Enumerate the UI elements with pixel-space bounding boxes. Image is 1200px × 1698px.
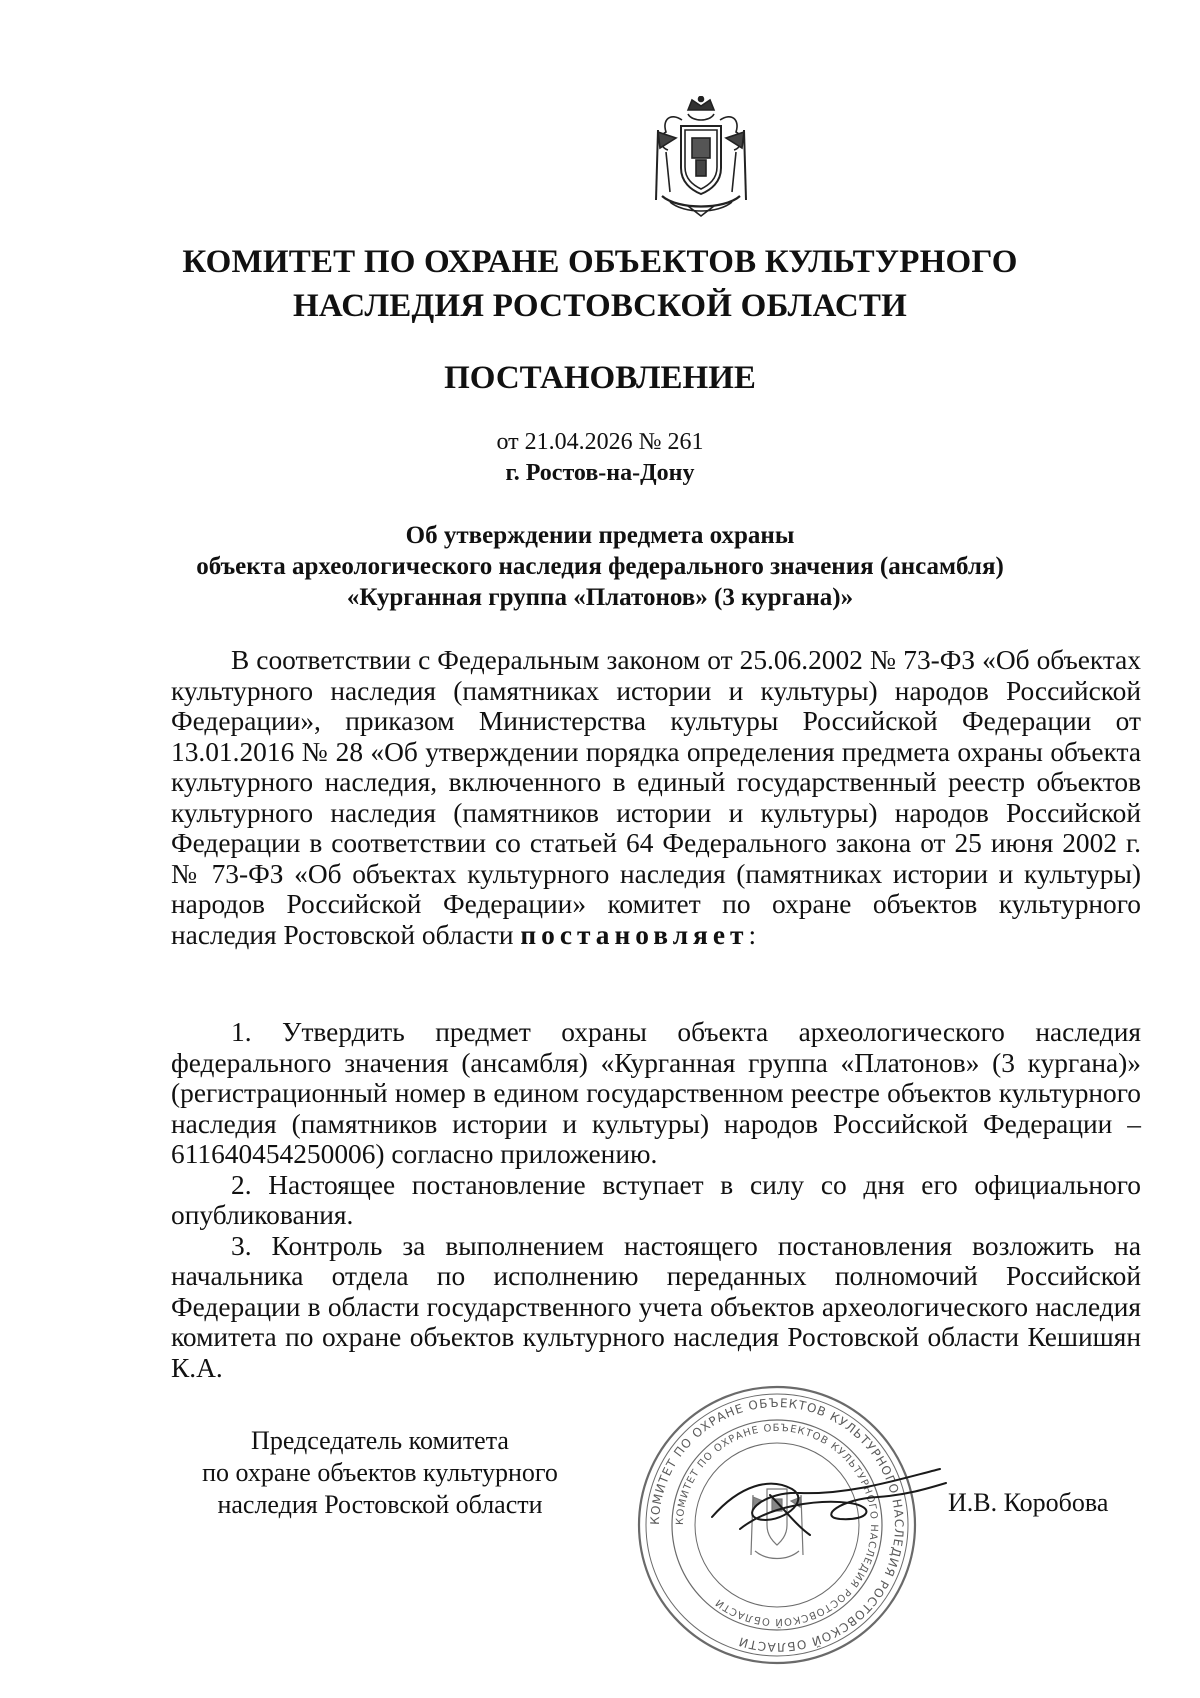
document-title-line3: «Курганная группа «Платонов» (3 кургана)» [346, 584, 854, 611]
organization-name-line2: НАСЛЕДИЯ РОСТОВСКОЙ ОБЛАСТИ [293, 288, 907, 324]
resolves-colon: : [748, 919, 757, 950]
signatory-name: И.В. Коробова [948, 1488, 1109, 1517]
document-date-number: от 21.04.2026 № 261 [496, 429, 704, 455]
signatory-position-line3: наследия Ростовской области [217, 1490, 543, 1519]
resolution-item-1: 1. Утвердить предмет охраны объекта археологического наследия федерального значения (ансамбля) «Курганная группа «Платонов» (3 кургана)» (регистрационный номер в едином государственном реестре объектов культурного наследия (памятников истории и культуры) народов Российской Федерации – 611640454250006) согласно приложению. [171, 1017, 1141, 1169]
handwritten-signature [700, 1455, 950, 1545]
seal-ring-textpath: КОМИТЕТ ПО ОХРАНЕ ОБЪЕКТОВ КУЛЬТУРНОГО НАСЛЕДИЯ РОСТОВСКОЙ ОБЛАСТИ [647, 1395, 907, 1655]
resolution-item-3: 3. Контроль за выполнением настоящего постановления возложить на начальника отдела по исполнению переданных полномочий Российской Федерации в области государственного учета объектов археологического наследия комитета по охране объектов культурного наследия Ростовской области Кешишян К.А. [171, 1230, 1141, 1383]
resolution-items [171, 1017, 1141, 1383]
resolution-item-2: 2. Настоящее постановление вступает в силу со дня его официального опубликования. [171, 1169, 1141, 1230]
signatory-position-line1: Председатель комитета [251, 1426, 509, 1455]
document-title-line1: Об утверждении предмета охраны [405, 522, 795, 549]
document-title [150, 520, 1050, 613]
document-title-line2: объекта археологического наследия федерального значения (ансамбля) [196, 553, 1004, 580]
resolves-word: постановляет [520, 919, 749, 950]
coat-of-arms-emblem [648, 96, 754, 218]
document-type: ПОСТАНОВЛЕНИЕ [444, 360, 756, 396]
seal-inner-textpath: КОМИТЕТ ПО ОХРАНЕ ОБЪЕКТОВ КУЛЬТУРНОГО НАСЛЕДИЯ РОСТОВСКОЙ ОБЛАСТИ [674, 1422, 880, 1628]
organization-name [160, 240, 1040, 328]
preamble-paragraph [171, 645, 1141, 950]
signatory-position-line2: по охране объектов культурного [202, 1458, 558, 1487]
signatory-position [170, 1425, 590, 1521]
organization-name-line1: КОМИТЕТ ПО ОХРАНЕ ОБЪЕКТОВ КУЛЬТУРНОГО [182, 244, 1018, 280]
document-city: г. Ростов-на-Дону [505, 460, 695, 486]
preamble-section [171, 645, 1141, 950]
preamble-text: В соответствии с Федеральным законом от 25.06.2002 № 73-ФЗ «Об объектах культурного наследия (памятниках истории и культуры) народов Российской Федерации», приказом Министерства культуры Российской Федерации от 13.01.2016 № 28 «Об утверждении порядка определения предмета охраны объекта культурного наследия, включенного в единый государственный реестр объектов культурного наследия (памятников истории и культуры) народов Российской Федерации в соответствии со статьей 64 Федерального закона от 25 июня 2002 г. № 73-ФЗ «Об объектах культурного наследия (памятниках истории и культуры) народов Российской Федерации» комитет по охране объектов культурного наследия Ростовской области [171, 645, 1141, 950]
